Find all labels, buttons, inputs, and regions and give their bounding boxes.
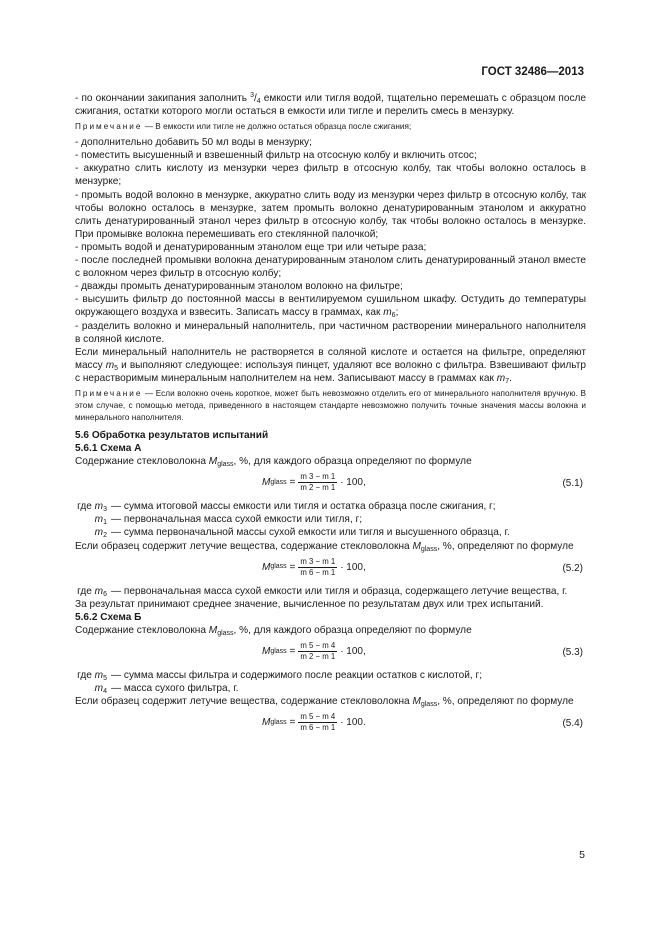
paragraph: За результат принимают среднее значение, вычисленное по результатам двух или трех испытаний. bbox=[75, 598, 544, 610]
page-body bbox=[75, 92, 586, 740]
page-number: 5 bbox=[579, 849, 585, 861]
formula-number: (5.3) bbox=[562, 647, 583, 658]
where-item: $m_2$ — сумма первоначальной массы сухой емкости или тигля и высушенного образца, г. bbox=[94, 527, 510, 540]
formula-5-2: M glass = $\frac{m 3 - m 1}{m 6 - m 1}$ · 100, (5.2) bbox=[262, 556, 583, 577]
formula-5-4: M glass = $\frac{m 5 - m 4}{m 6 - m 1}$ · 100. (5.4) bbox=[262, 712, 583, 733]
formula-5-1: M glass = $\frac{m 3 - m 1}{m 2 - m 1}$ · 100, (5.1) bbox=[262, 472, 583, 493]
list-item: - высушить фильтр до постоянной массы в вентилируемом сушильном шкафу. Остудить до температуры окружающего воздуха и взвесить. Записать массу в граммах, как $m_6$; bbox=[75, 294, 586, 320]
paragraph: Содержание стекловолокна $M_{glass}$, %, для каждого образца определяют по формуле bbox=[75, 624, 472, 637]
subsection-heading: 5.6.1 Схема А bbox=[75, 443, 142, 455]
list-item: - промыть водой волокно в мензурке, аккуратно слить воду из мензурки через фильтр в отсосную колбу, так чтобы волокно осталось в мензурке, затем промыть волокно денатурированным этанолом и аккуратно слить денатурированный этанол через фильтр в отсосную колбу, так чтобы волокно осталось в мензурке. При промывке волокна перемешивать его стеклянной палочкой; bbox=[75, 189, 586, 240]
list-item: - после последней промывки волокна денатурированным этанолом слить денатурированный этанол вместе с волокном через фильтр в отсосную колбу; bbox=[75, 255, 586, 280]
paragraph: Содержание стекловолокна $M_{glass}$, %, для каждого образца определяют по формуле bbox=[75, 456, 472, 469]
where-item: $m_1$ — первоначальная масса сухой емкости или тигля, г; bbox=[94, 514, 362, 527]
list-item: - промыть водой и денатурированным этанолом еще три или четыре раза; bbox=[75, 241, 427, 253]
where-item: $m_4$ — масса сухого фильтра, г. bbox=[94, 683, 239, 696]
subsection-heading: 5.6.2 Схема Б bbox=[75, 611, 142, 623]
list-item: - дважды промыть денатурированным этанолом волокно на фильтре; bbox=[75, 281, 403, 293]
where-item: где $m_3$ — сумма итоговой массы емкости или тигля и остатка образца после сжигания, г; bbox=[77, 501, 496, 514]
paragraph: Если минеральный наполнитель не растворяется в соляной кислоте и остается на фильтре, определяют массу $m_5$ и выполняют следующее: используя пинцет, удаляют все волокно с фильтра. Взвешивают фильтр с нерастворимым минеральным наполнителем на нем. Записывают массу в граммах как $m_7$. bbox=[75, 346, 586, 385]
doc-code: ГОСТ 32486—2013 bbox=[481, 66, 584, 78]
list-item: - дополнительно добавить 50 мл воды в мензурку; bbox=[75, 137, 312, 149]
formula-number: (5.1) bbox=[562, 478, 583, 490]
paragraph: Если образец содержит летучие вещества, содержание стекловолокна $M_{glass}$, %, определяют по формуле bbox=[75, 540, 574, 553]
list-item: - разделить волокно и минеральный наполнитель, при частичном растворении минерального наполнителя в соляной кислоте. bbox=[75, 320, 586, 345]
paragraph: - по окончании закипания заполнить $^3/_4$ емкости или тигля водой, тщательно перемешать с образцом после сжигания, остатки которого могли остаться в емкости или тигле и перелить смесь в мензурку. bbox=[75, 92, 586, 118]
where-item: где $m_5$ — сумма массы фильтра и содержимого после реакции остатков с кислотой, г; bbox=[77, 670, 483, 682]
formula-number: (5.4) bbox=[562, 718, 583, 730]
list-item: - поместить высушенный и взвешенный фильтр на отсосную колбу и включить отсос; bbox=[75, 150, 477, 162]
formula-number: (5.2) bbox=[562, 562, 583, 574]
note: Примечание — В емкости или тигле не должно остаться образца после сжигания; bbox=[75, 122, 412, 132]
note: Примечание — Если волокно очень короткое, может быть невозможно отделить его от минерального наполнителя вручную. В этом случае, с помощью метода, приведенного в настоящем стандарте невозможно получить точные значения массы волокна и минерального наполнителя. bbox=[75, 388, 586, 422]
where-item: где $m_6$ — первоначальная масса сухой емкости или тигля и образца, содержащего летучие вещества, г. bbox=[77, 585, 568, 598]
section-heading: 5.6 Обработка результатов испытаний bbox=[75, 429, 269, 441]
formula-5-3: M glass = $\frac{m 5 - m 4}{m 2 - m 1}$ · 100, (5.3) bbox=[262, 641, 583, 661]
paragraph: Если образец содержит летучие вещества, содержание стекловолокна $M_{glass}$, %, определяют по формуле bbox=[75, 696, 574, 709]
list-item: - аккуратно слить кислоту из мензурки через фильтр в отсосную колбу, так чтобы волокно осталось в мензурке; bbox=[75, 163, 586, 188]
